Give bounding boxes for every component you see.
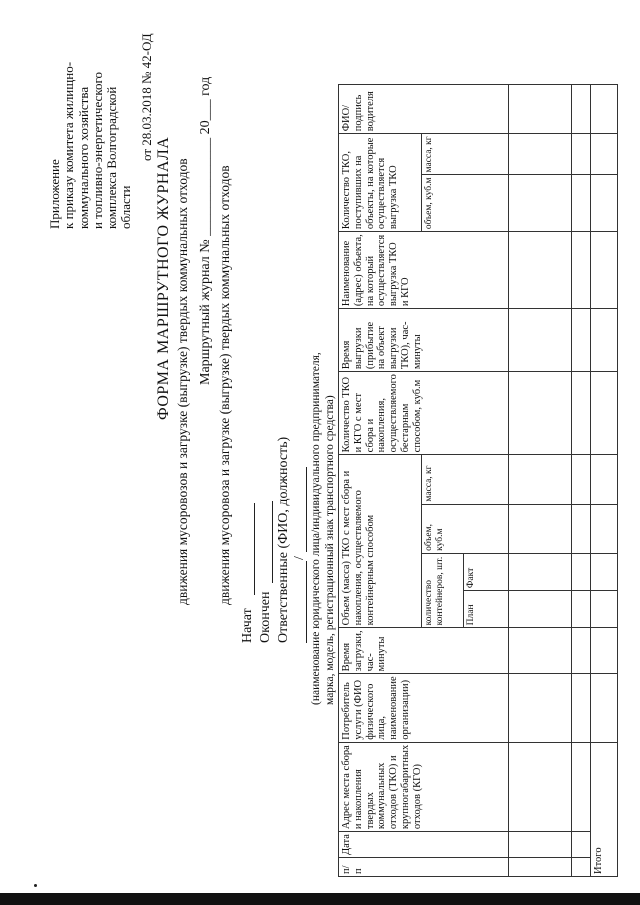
header-consumer: Потребитель услуги (ФИО физического лица, наименование организации)	[339, 674, 509, 742]
cell	[509, 232, 572, 309]
appendix-line: области	[118, 185, 134, 229]
cell	[591, 232, 618, 309]
appendix-line: комплекса Волгоградской	[104, 86, 120, 229]
cell	[572, 628, 591, 674]
scan-speck	[34, 884, 37, 887]
cell	[572, 742, 591, 831]
cell	[572, 175, 591, 232]
note-line-1: (наименование юридического лица/индивидуального предпринимателя,	[310, 352, 322, 705]
header-volume-group: Объем (масса) ТКО с мест сбора и накопления, осуществляемого контейнерным способом	[339, 455, 422, 628]
cell	[572, 832, 591, 858]
cell	[509, 553, 572, 590]
header-load-time: Время загрузки, час-минуты	[339, 628, 509, 674]
header-containers: количество контейнеров, шт.	[422, 553, 464, 627]
cell	[509, 455, 572, 504]
header-recv-volume: объем, куб.м	[422, 175, 509, 232]
cell	[572, 591, 591, 628]
form-subtitle: движения мусоровозов и загрузке (выгрузке) твердых коммунальных отходов	[175, 158, 190, 605]
cell	[509, 504, 572, 553]
cell	[572, 455, 591, 504]
cell	[572, 309, 591, 372]
header-plan: План	[464, 591, 509, 628]
cell	[591, 591, 618, 628]
cell	[591, 85, 618, 134]
cell	[509, 85, 572, 134]
header-date: Дата	[339, 832, 509, 858]
total-label: Итого	[591, 742, 618, 876]
cell	[572, 232, 591, 309]
cell	[509, 591, 572, 628]
cell	[591, 175, 618, 232]
cell	[572, 504, 591, 553]
appendix-block	[48, 9, 134, 229]
cell	[572, 674, 591, 742]
cell	[591, 674, 618, 742]
header-bagless: Количество ТКО и КГО с мест сбора и накопления, осуществляемого бестарным способом, куб.м	[339, 372, 509, 455]
header-num: п/п	[339, 858, 509, 877]
form-title: ФОРМА МАРШРУТНОГО ЖУРНАЛА	[155, 136, 172, 420]
header-fact: Факт	[464, 553, 509, 590]
route-journal-table	[338, 84, 618, 877]
signature-line-left	[306, 561, 307, 643]
header-received-group: Количество ТКО, поступивших на объекты, на которые осуществляется выгрузка ТКО	[339, 134, 422, 232]
signature-line-right	[306, 467, 307, 552]
cell	[509, 858, 572, 877]
header-recv-mass: масса, кг	[422, 134, 509, 175]
cell	[509, 832, 572, 858]
note-line-2: марка, модель, регистрационный знак транспортного средства)	[324, 395, 336, 705]
appendix-line: к приказу комитета жилищно-	[61, 61, 77, 229]
total-row	[591, 85, 618, 877]
appendix-line: и топливно-энергетического	[89, 72, 105, 229]
cell	[572, 553, 591, 590]
cell	[591, 309, 618, 372]
appendix-line: Приложение	[47, 159, 62, 229]
header-volume: объем, куб.м	[422, 504, 509, 553]
cell	[591, 553, 618, 590]
scan-edge-bar	[0, 893, 640, 905]
table-row	[572, 85, 591, 877]
cell	[509, 372, 572, 455]
cell	[572, 134, 591, 175]
appendix-line: коммунального хозяйства	[75, 86, 91, 229]
cell	[591, 504, 618, 553]
cell	[591, 628, 618, 674]
cell	[509, 674, 572, 742]
responsible-label: Ответственные (ФИО, должность)	[276, 436, 291, 643]
header-driver: ФИО/ подпись водителя	[339, 85, 509, 134]
header-object: Наименование (адрес) объекта, на который осуществляется выгрузка ТКО и КГО	[339, 232, 509, 309]
cell	[572, 858, 591, 877]
cell	[509, 175, 572, 232]
finished-underline	[272, 501, 273, 583]
finished-label: Окончен	[258, 591, 273, 643]
header-address: Адрес места сбора и накопления твердых коммунальных отходов (ТКО) и крупногабаритных отходов (КГО)	[339, 742, 509, 831]
cell	[591, 134, 618, 175]
cell	[572, 372, 591, 455]
cell	[591, 455, 618, 504]
order-reference: от 28.03.2018 № 42-ОД	[139, 33, 154, 161]
started-label: Начат	[240, 608, 255, 643]
slash-separator: /	[292, 556, 307, 560]
cell	[572, 85, 591, 134]
header-unload-time: Время выгрузки (прибытие на объект выгрузки ТКО), час-минуты	[339, 309, 509, 372]
cell	[509, 309, 572, 372]
table-row	[509, 85, 572, 877]
cell	[591, 372, 618, 455]
table-header-row	[339, 85, 422, 877]
cell	[509, 742, 572, 831]
started-underline	[254, 503, 255, 595]
cell	[509, 628, 572, 674]
journal-subtitle: движения мусоровоза и загрузке (выгрузке) твердых коммунальных отходов	[217, 165, 232, 605]
journal-number-line: Маршрутный журнал № ______________ 20___ год	[198, 76, 213, 385]
cell	[509, 134, 572, 175]
header-mass: масса, кг	[422, 455, 509, 504]
